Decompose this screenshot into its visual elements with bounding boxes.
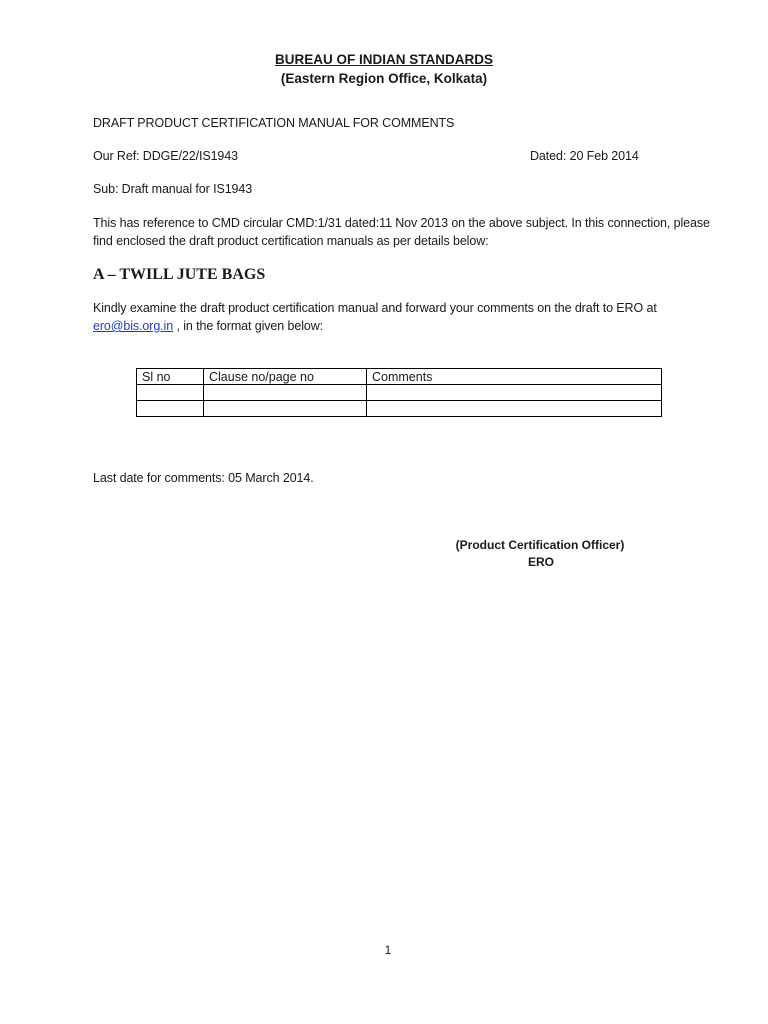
office-subtitle: (Eastern Region Office, Kolkata) [280, 71, 488, 86]
intro-paragraph-line-2: find enclosed the draft product certification manuals as per details below: [93, 234, 489, 248]
column-header-sl-no: Sl no [137, 369, 204, 385]
column-header-comments: Comments [367, 369, 662, 385]
signatory-designation: (Product Certification Officer) [455, 538, 625, 552]
table-cell [367, 385, 662, 401]
table-cell [367, 401, 662, 417]
page-number: 1 [384, 943, 392, 957]
table-row [137, 385, 662, 401]
table-cell [137, 401, 204, 417]
email-link[interactable]: ero@bis.org.in [93, 319, 174, 333]
instruction-line-1: Kindly examine the draft product certification manual and forward your comments on the draft to ERO at [93, 301, 657, 315]
organization-title: BUREAU OF INDIAN STANDARDS [275, 52, 493, 67]
column-header-clause: Clause no/page no [204, 369, 367, 385]
table-header-row [137, 369, 662, 385]
subject-line: Sub: Draft manual for IS1943 [93, 182, 253, 196]
instruction-line-2 [93, 319, 323, 333]
comments-format-table [136, 368, 662, 417]
table-cell [204, 401, 367, 417]
section-heading: A – TWILL JUTE BAGS [93, 266, 266, 283]
document-label: DRAFT PRODUCT CERTIFICATION MANUAL FOR COMMENTS [93, 116, 455, 130]
reference-number: Our Ref: DDGE/22/IS1943 [93, 149, 238, 163]
table-cell [137, 385, 204, 401]
intro-paragraph-line-1: This has reference to CMD circular CMD:1/31 dated:11 Nov 2013 on the above subject. In this connection, please [93, 216, 710, 230]
document-date: Dated: 20 Feb 2014 [530, 149, 639, 163]
table-cell [204, 385, 367, 401]
table-row [137, 401, 662, 417]
last-date-note: Last date for comments: 05 March 2014. [93, 471, 314, 485]
signatory-office: ERO [527, 555, 554, 569]
instruction-suffix: , in the format given below: [173, 319, 324, 333]
